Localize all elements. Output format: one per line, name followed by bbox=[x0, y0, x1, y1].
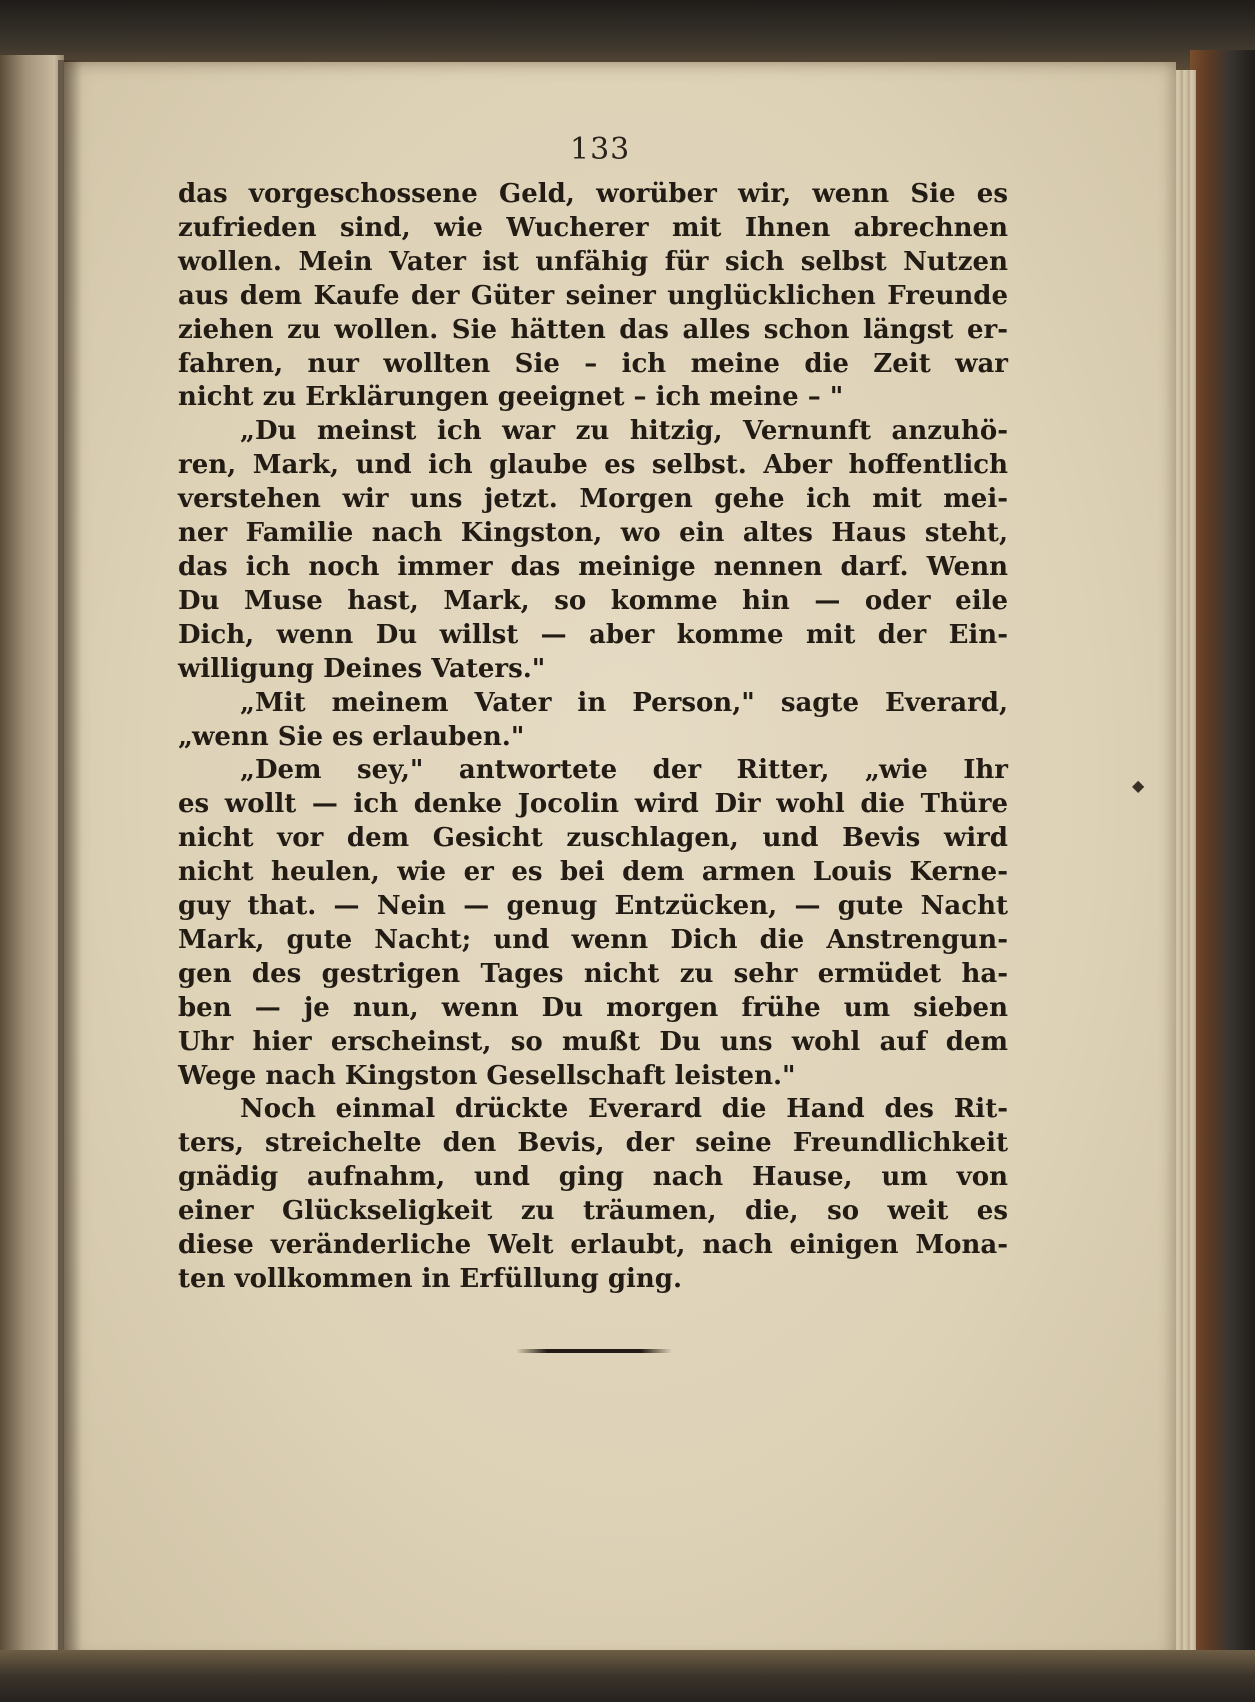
text-line: diese veränderliche Welt erlaubt, nach einigen Mona- bbox=[178, 1230, 1008, 1261]
book-cover-top bbox=[0, 0, 1255, 70]
text-line: „Dem sey," antwortete der Ritter, „wie Ihr bbox=[240, 755, 1008, 786]
text-line: gnädig aufnahm, und ging nach Hause, um von bbox=[178, 1162, 1008, 1193]
text-line: wollen. Mein Vater ist unfähig für sich selbst Nutzen bbox=[178, 246, 1008, 277]
text-line: nicht zu Erklärungen geeignet – ich meine – " bbox=[178, 382, 844, 413]
text-line: einer Glückseligkeit zu träumen, die, so weit es bbox=[178, 1196, 1008, 1227]
text-line: gen des gestrigen Tages nicht zu sehr ermüdet ha- bbox=[178, 958, 1008, 989]
text-line: ren, Mark, und ich glaube es selbst. Aber hoffentlich bbox=[178, 450, 1008, 481]
text-line: Mark, gute Nacht; und wenn Dich die Anstrengun- bbox=[178, 924, 1008, 955]
text-line: „Du meinst ich war zu hitzig, Vernunft anzuhö- bbox=[240, 416, 1008, 447]
text-line: zufrieden sind, wie Wucherer mit Ihnen abrechnen bbox=[178, 212, 1008, 243]
text-line: das vorgeschossene Geld, worüber wir, wenn Sie es bbox=[178, 179, 1008, 209]
page-number: 133 bbox=[570, 132, 631, 167]
spine-shadow bbox=[58, 60, 82, 1660]
text-line: ters, streichelte den Bevis, der seine Freundlichkeit bbox=[178, 1128, 1008, 1159]
book-cover-bottom bbox=[0, 1650, 1255, 1702]
text-line: willigung Deines Vaters." bbox=[178, 653, 546, 684]
text-line: nicht heulen, wie er es bei dem armen Louis Kerne- bbox=[178, 857, 1008, 888]
text-line: ziehen zu wollen. Sie hätten das alles schon längst er- bbox=[178, 314, 1008, 345]
body-text bbox=[178, 178, 1008, 1297]
end-rule bbox=[516, 1349, 672, 1353]
text-line: es wollt — ich denke Jocolin wird Dir wohl die Thüre bbox=[178, 789, 1008, 820]
text-line: Dich, wenn Du willst — aber komme mit der Ein- bbox=[178, 619, 1008, 650]
text-line: aus dem Kaufe der Güter seiner unglücklichen Freunde bbox=[178, 280, 1008, 311]
text-line: das ich noch immer das meinige nennen darf. Wenn bbox=[178, 551, 1008, 582]
text-line: ten vollkommen in Erfüllung ging. bbox=[178, 1264, 683, 1294]
text-line: Du Muse hast, Mark, so komme hin — oder eile bbox=[178, 585, 1008, 616]
text-line: Wege nach Kingston Gesellschaft leisten." bbox=[178, 1060, 796, 1091]
text-line: ben — je nun, wenn Du morgen frühe um sieben bbox=[178, 992, 1008, 1023]
left-page-edge bbox=[0, 55, 64, 1665]
margin-mark: ◆ bbox=[1132, 776, 1145, 795]
text-line: Uhr hier erscheinst, so mußt Du uns wohl auf dem bbox=[178, 1026, 1008, 1057]
text-line: „Mit meinem Vater in Person," sagte Everard, bbox=[240, 687, 1008, 718]
text-line: nicht vor dem Gesicht zuschlagen, und Bevis wird bbox=[178, 823, 1008, 854]
text-line: Noch einmal drückte Everard die Hand des Rit- bbox=[240, 1094, 1008, 1125]
text-line: „wenn Sie es erlauben." bbox=[178, 721, 525, 752]
text-line: fahren, nur wollten Sie – ich meine die Zeit war bbox=[178, 348, 1008, 379]
text-line: ner Familie nach Kingston, wo ein altes Haus steht, bbox=[178, 518, 1008, 549]
book-cover-right bbox=[1190, 50, 1255, 1670]
text-line: verstehen wir uns jetzt. Morgen gehe ich mit mei- bbox=[178, 484, 1008, 515]
text-line: guy that. — Nein — genug Entzücken, — gute Nacht bbox=[178, 891, 1008, 922]
